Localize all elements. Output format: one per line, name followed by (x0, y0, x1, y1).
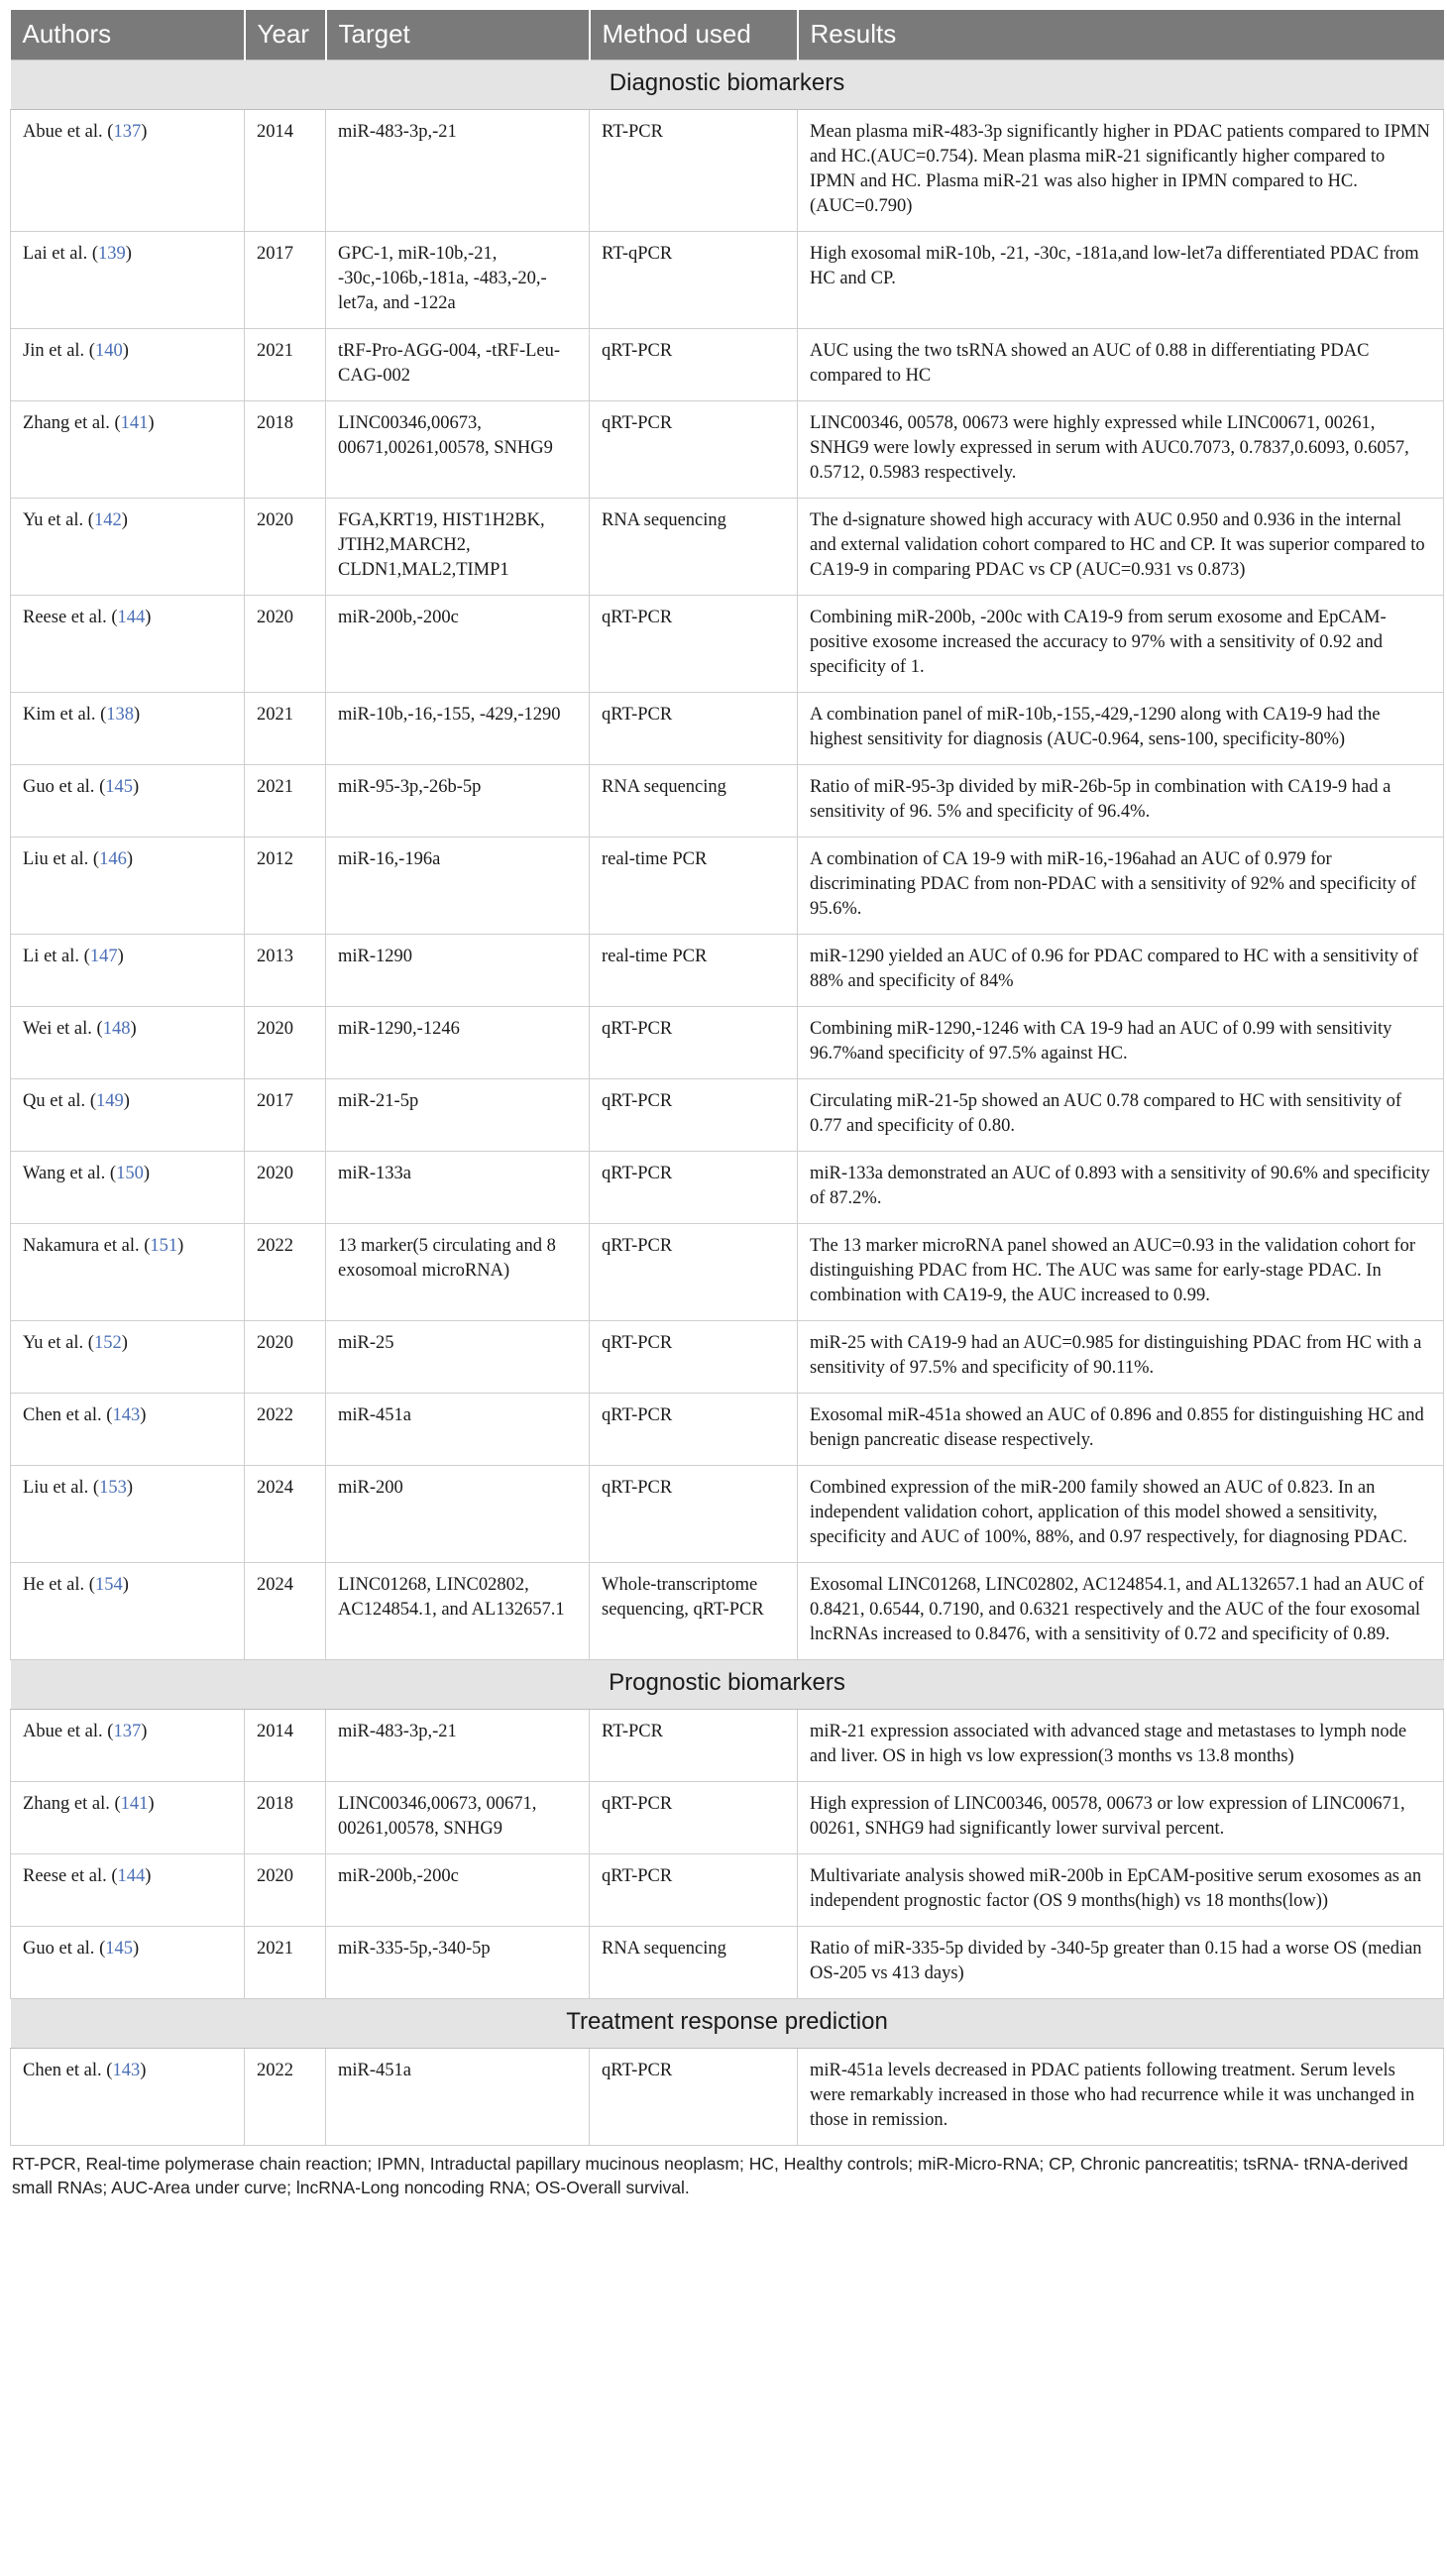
author-name: Lai et al. (23, 243, 88, 264)
target-cell: miR-451a (326, 2048, 590, 2145)
year-cell: 2017 (245, 231, 326, 328)
author-cell: Abue et al. (137) (11, 109, 245, 231)
author-name: Zhang et al. (23, 412, 110, 433)
table-row (11, 595, 1444, 692)
reference-link[interactable]: 140 (94, 340, 123, 361)
reference-link[interactable]: 143 (112, 1404, 141, 1425)
result-cell: Combining miR-1290,-1246 with CA 19-9 had an AUC of 0.99 with sensitivity 96.7%and specificity of 97.5% against HC. (798, 1006, 1444, 1078)
author-cell: He et al. (154) (11, 1562, 245, 1659)
author-cell: Guo et al. (145) (11, 1926, 245, 1998)
target-cell: GPC-1, miR-10b,-21, -30c,-106b,-181a, -483,-20,-let7a, and -122a (326, 231, 590, 328)
method-cell: qRT-PCR (590, 692, 798, 764)
table-row (11, 934, 1444, 1006)
target-cell: miR-10b,-16,-155, -429,-1290 (326, 692, 590, 764)
result-cell: Exosomal LINC01268, LINC02802, AC124854.1, and AL132657.1 had an AUC of 0.8421, 0.6544, 0.7190, and 0.6321 respectively and the AUC of the four exosomal lncRNAs increased to 0.8476, with a sensitivity of 0.72 and specificity of 0.89. (798, 1562, 1444, 1659)
reference-link[interactable]: 146 (99, 848, 127, 869)
reference-link[interactable]: 144 (117, 1865, 146, 1886)
result-cell: LINC00346, 00578, 00673 were highly expressed while LINC00671, 00261, SNHG9 were lowly expressed in serum with AUC0.7073, 0.7837,0.6093, 0.6057, 0.5712, 0.5983 respectively. (798, 400, 1444, 498)
reference-link[interactable]: 145 (105, 1938, 133, 1959)
year-cell: 2018 (245, 400, 326, 498)
result-cell: Ratio of miR-335-5p divided by -340-5p greater than 0.15 had a worse OS (median OS-205 vs 413 days) (798, 1926, 1444, 1998)
year-cell: 2021 (245, 764, 326, 837)
table-footnote: RT-PCR, Real-time polymerase chain reaction; IPMN, Intraductal papillary mucinous neoplasm; HC, Healthy controls; miR-Micro-RNA; CP, Chronic pancreatitis; tsRNA- tRNA-derived small RNAs; AUC-Area under curve; lncRNA-Long noncoding RNA; OS-Overall survival. (12, 2153, 1408, 2197)
author-name: Guo et al. (23, 776, 95, 797)
year-cell: 2021 (245, 328, 326, 400)
result-cell: miR-1290 yielded an AUC of 0.96 for PDAC compared to HC with a sensitivity of 88% and specificity of 84% (798, 934, 1444, 1006)
author-cell: Lai et al. (139) (11, 231, 245, 328)
reference-link[interactable]: 148 (102, 1018, 131, 1039)
table-body (11, 59, 1444, 2145)
author-name: Chen et al. (23, 1404, 102, 1425)
author-cell: Yu et al. (142) (11, 498, 245, 595)
result-cell: miR-133a demonstrated an AUC of 0.893 with a sensitivity of 90.6% and specificity of 87.2%. (798, 1151, 1444, 1223)
reference-link[interactable]: 142 (93, 509, 122, 530)
target-cell: miR-25 (326, 1320, 590, 1393)
year-cell: 2020 (245, 1320, 326, 1393)
target-cell: miR-16,-196a (326, 837, 590, 934)
year-cell: 2020 (245, 1151, 326, 1223)
target-cell: LINC01268, LINC02802, AC124854.1, and AL132657.1 (326, 1562, 590, 1659)
section-header-row (11, 1659, 1444, 1709)
year-cell: 2017 (245, 1078, 326, 1151)
table-row (11, 1562, 1444, 1659)
table-row (11, 109, 1444, 231)
target-cell: LINC00346,00673, 00671,00261,00578, SNHG9 (326, 400, 590, 498)
author-name: Wang et al. (23, 1163, 106, 1183)
author-name: Guo et al. (23, 1938, 95, 1959)
table-row (11, 837, 1444, 934)
method-cell: qRT-PCR (590, 1006, 798, 1078)
year-cell: 2024 (245, 1465, 326, 1562)
author-cell: Kim et al. (138) (11, 692, 245, 764)
table-header (11, 10, 1444, 59)
method-cell: qRT-PCR (590, 1223, 798, 1320)
table-row (11, 1393, 1444, 1465)
target-cell: miR-1290,-1246 (326, 1006, 590, 1078)
reference-link[interactable]: 149 (95, 1090, 124, 1111)
table-row (11, 1078, 1444, 1151)
result-cell: High exosomal miR-10b, -21, -30c, -181a,and low-let7a differentiated PDAC from HC and CP. (798, 231, 1444, 328)
result-cell: Circulating miR-21-5p showed an AUC 0.78 compared to HC with sensitivity of 0.77 and specificity of 0.80. (798, 1078, 1444, 1151)
result-cell: Combined expression of the miR-200 family showed an AUC of 0.823. In an independent validation cohort, application of this model showed a sensitivity, specificity and AUC of 100%, 88%, and 0.97 respectively, for diagnosing PDAC. (798, 1465, 1444, 1562)
section-header-row (11, 1998, 1444, 2048)
method-cell: real-time PCR (590, 934, 798, 1006)
method-cell: RNA sequencing (590, 498, 798, 595)
year-cell: 2020 (245, 595, 326, 692)
target-cell: LINC00346,00673, 00671, 00261,00578, SNHG9 (326, 1781, 590, 1853)
section-header-row (11, 59, 1444, 109)
result-cell: miR-451a levels decreased in PDAC patients following treatment. Serum levels were remarkably increased in those who had recurrence while it was unchanged in those in remission. (798, 2048, 1444, 2145)
table-row (11, 1781, 1444, 1853)
year-cell: 2013 (245, 934, 326, 1006)
table-row (11, 498, 1444, 595)
result-cell: Mean plasma miR-483-3p significantly higher in PDAC patients compared to IPMN and HC.(AUC=0.754). Mean plasma miR-21 significantly higher compared to IPMN and HC. Plasma miR-21 was also higher in IPMN compared to HC.(AUC=0.790) (798, 109, 1444, 231)
year-cell: 2022 (245, 1393, 326, 1465)
author-cell: Chen et al. (143) (11, 1393, 245, 1465)
author-cell: Reese et al. (144) (11, 1853, 245, 1926)
result-cell: miR-25 with CA19-9 had an AUC=0.985 for distinguishing PDAC from HC with a sensitivity of 97.5% and specificity of 90.11%. (798, 1320, 1444, 1393)
table-row (11, 1709, 1444, 1781)
target-cell: miR-1290 (326, 934, 590, 1006)
method-cell: RNA sequencing (590, 764, 798, 837)
method-cell: qRT-PCR (590, 400, 798, 498)
result-cell: A combination of CA 19-9 with miR-16,-196ahad an AUC of 0.979 for discriminating PDAC from non-PDAC with a sensitivity of 92% and specificity of 95.6%. (798, 837, 1444, 934)
column-header: Year (245, 10, 326, 59)
method-cell: RT-PCR (590, 109, 798, 231)
target-cell: miR-95-3p,-26b-5p (326, 764, 590, 837)
result-cell: The d-signature showed high accuracy with AUC 0.950 and 0.936 in the internal and external validation cohort compared to HC and CP. It was superior compared to CA19-9 in comparing PDAC vs CP (AUC=0.931 vs 0.873) (798, 498, 1444, 595)
year-cell: 2014 (245, 1709, 326, 1781)
target-cell: miR-133a (326, 1151, 590, 1223)
table-row (11, 1465, 1444, 1562)
target-cell: FGA,KRT19, HIST1H2BK, JTIH2,MARCH2, CLDN1,MAL2,TIMP1 (326, 498, 590, 595)
table-row (11, 2048, 1444, 2145)
reference-link[interactable]: 141 (120, 1793, 149, 1814)
table-row (11, 1853, 1444, 1926)
year-cell: 2021 (245, 1926, 326, 1998)
target-cell: miR-200b,-200c (326, 1853, 590, 1926)
reference-link[interactable]: 147 (89, 946, 118, 966)
method-cell: qRT-PCR (590, 328, 798, 400)
biomarker-table (10, 10, 1444, 2146)
result-cell: Combining miR-200b, -200c with CA19-9 from serum exosome and EpCAM-positive exosome increased the accuracy to 97% with a sensitivity of 0.92 and specificity of 1. (798, 595, 1444, 692)
author-name: Qu et al. (23, 1090, 86, 1111)
table-row (11, 1926, 1444, 1998)
column-header: Results (798, 10, 1444, 59)
result-cell: AUC using the two tsRNA showed an AUC of 0.88 in differentiating PDAC compared to HC (798, 328, 1444, 400)
section-title: Diagnostic biomarkers (11, 59, 1444, 109)
column-header: Target (326, 10, 590, 59)
section-title: Treatment response prediction (11, 1998, 1444, 2048)
author-name: Jin et al. (23, 340, 85, 361)
reference-link[interactable]: 141 (120, 412, 149, 433)
author-cell: Chen et al. (143) (11, 2048, 245, 2145)
table-row (11, 1223, 1444, 1320)
author-cell: Guo et al. (145) (11, 764, 245, 837)
method-cell: qRT-PCR (590, 1853, 798, 1926)
year-cell: 2012 (245, 837, 326, 934)
header-row (11, 10, 1444, 59)
reference-link[interactable]: 153 (99, 1477, 127, 1498)
year-cell: 2020 (245, 1853, 326, 1926)
reference-link[interactable]: 150 (116, 1163, 144, 1183)
table-row (11, 231, 1444, 328)
author-name: Liu et al. (23, 1477, 89, 1498)
reference-link[interactable]: 145 (105, 776, 133, 797)
author-name: Nakamura et al. (23, 1235, 140, 1256)
result-cell: Ratio of miR-95-3p divided by miR-26b-5p in combination with CA19-9 had a sensitivity of 96. 5% and specificity of 96.4%. (798, 764, 1444, 837)
year-cell: 2021 (245, 692, 326, 764)
table-row (11, 1151, 1444, 1223)
reference-link[interactable]: 144 (117, 607, 146, 627)
reference-link[interactable]: 138 (106, 704, 135, 725)
reference-link[interactable]: 137 (113, 121, 142, 142)
year-cell: 2022 (245, 1223, 326, 1320)
target-cell: 13 marker(5 circulating and 8 exosomoal microRNA) (326, 1223, 590, 1320)
author-name: Abue et al. (23, 1721, 103, 1741)
author-name: Wei et al. (23, 1018, 92, 1039)
reference-link[interactable]: 151 (150, 1235, 178, 1256)
method-cell: Whole-transcriptome sequencing, qRT-PCR (590, 1562, 798, 1659)
table-row (11, 328, 1444, 400)
author-name: Reese et al. (23, 1865, 107, 1886)
author-name: Yu et al. (23, 509, 84, 530)
author-name: Reese et al. (23, 607, 107, 627)
section-title: Prognostic biomarkers (11, 1659, 1444, 1709)
method-cell: qRT-PCR (590, 1465, 798, 1562)
column-header: Method used (590, 10, 798, 59)
author-cell: Nakamura et al. (151) (11, 1223, 245, 1320)
author-name: Li et al. (23, 946, 80, 966)
result-cell: High expression of LINC00346, 00578, 00673 or low expression of LINC00671, 00261, SNHG9 had significantly lower survival percent. (798, 1781, 1444, 1853)
author-cell: Zhang et al. (141) (11, 1781, 245, 1853)
author-name: Kim et al. (23, 704, 96, 725)
author-name: Zhang et al. (23, 1793, 110, 1814)
method-cell: qRT-PCR (590, 1320, 798, 1393)
table-row (11, 1320, 1444, 1393)
result-cell: The 13 marker microRNA panel showed an AUC=0.93 in the validation cohort for distinguishing PDAC from HC. The AUC was same for early-stage PDAC. In combination with CA19-9, the AUC increased to 0.99. (798, 1223, 1444, 1320)
result-cell: Exosomal miR-451a showed an AUC of 0.896 and 0.855 for distinguishing HC and benign pancreatic disease respectively. (798, 1393, 1444, 1465)
reference-link[interactable]: 154 (94, 1574, 123, 1595)
method-cell: qRT-PCR (590, 595, 798, 692)
author-cell: Jin et al. (140) (11, 328, 245, 400)
year-cell: 2022 (245, 2048, 326, 2145)
table-row (11, 1006, 1444, 1078)
author-cell: Liu et al. (146) (11, 837, 245, 934)
author-name: Chen et al. (23, 2060, 102, 2080)
table-row (11, 400, 1444, 498)
year-cell: 2020 (245, 1006, 326, 1078)
year-cell: 2014 (245, 109, 326, 231)
method-cell: qRT-PCR (590, 2048, 798, 2145)
year-cell: 2020 (245, 498, 326, 595)
target-cell: miR-483-3p,-21 (326, 109, 590, 231)
table-row (11, 764, 1444, 837)
author-cell: Li et al. (147) (11, 934, 245, 1006)
target-cell: miR-451a (326, 1393, 590, 1465)
target-cell: miR-200b,-200c (326, 595, 590, 692)
target-cell: miR-21-5p (326, 1078, 590, 1151)
reference-link[interactable]: 139 (98, 243, 126, 264)
target-cell: miR-200 (326, 1465, 590, 1562)
reference-link[interactable]: 143 (112, 2060, 141, 2080)
target-cell: miR-335-5p,-340-5p (326, 1926, 590, 1998)
method-cell: real-time PCR (590, 837, 798, 934)
author-cell: Wei et al. (148) (11, 1006, 245, 1078)
author-cell: Liu et al. (153) (11, 1465, 245, 1562)
year-cell: 2024 (245, 1562, 326, 1659)
author-cell: Abue et al. (137) (11, 1709, 245, 1781)
year-cell: 2018 (245, 1781, 326, 1853)
method-cell: RNA sequencing (590, 1926, 798, 1998)
method-cell: RT-qPCR (590, 231, 798, 328)
author-name: Yu et al. (23, 1332, 84, 1353)
author-name: He et al. (23, 1574, 85, 1595)
author-cell: Qu et al. (149) (11, 1078, 245, 1151)
author-name: Abue et al. (23, 121, 103, 142)
table-row (11, 692, 1444, 764)
method-cell: qRT-PCR (590, 1078, 798, 1151)
author-cell: Yu et al. (152) (11, 1320, 245, 1393)
target-cell: tRF-Pro-AGG-004, -tRF-Leu-CAG-002 (326, 328, 590, 400)
column-header: Authors (11, 10, 245, 59)
result-cell: miR-21 expression associated with advanced stage and metastases to lymph node and liver. OS in high vs low expression(3 months vs 13.8 months) (798, 1709, 1444, 1781)
method-cell: RT-PCR (590, 1709, 798, 1781)
target-cell: miR-483-3p,-21 (326, 1709, 590, 1781)
result-cell: Multivariate analysis showed miR-200b in EpCAM-positive serum exosomes as an independent prognostic factor (OS 9 months(high) vs 18 months(low)) (798, 1853, 1444, 1926)
method-cell: qRT-PCR (590, 1781, 798, 1853)
author-cell: Wang et al. (150) (11, 1151, 245, 1223)
author-name: Liu et al. (23, 848, 89, 869)
result-cell: A combination panel of miR-10b,-155,-429,-1290 along with CA19-9 had the highest sensitivity for diagnosis (AUC-0.964, sens-100, specificity-80%) (798, 692, 1444, 764)
author-cell: Reese et al. (144) (11, 595, 245, 692)
reference-link[interactable]: 152 (93, 1332, 122, 1353)
method-cell: qRT-PCR (590, 1393, 798, 1465)
method-cell: qRT-PCR (590, 1151, 798, 1223)
author-cell: Zhang et al. (141) (11, 400, 245, 498)
reference-link[interactable]: 137 (113, 1721, 142, 1741)
